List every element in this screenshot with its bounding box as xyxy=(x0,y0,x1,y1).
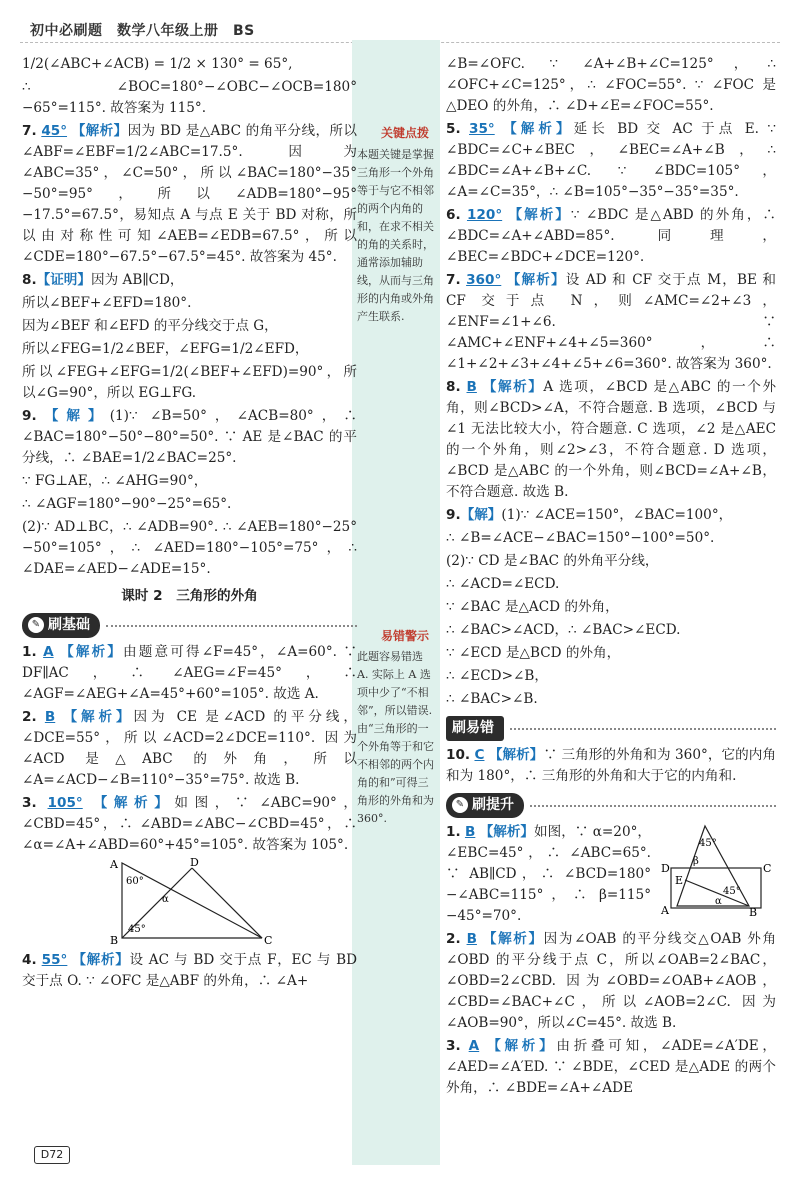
section-badge xyxy=(446,716,504,741)
label-A: A xyxy=(661,904,669,917)
label-E: E xyxy=(675,874,684,887)
text-line: ∴ ∠AGF=180°−90°−25°=65°. xyxy=(22,496,232,512)
dotted-divider xyxy=(106,625,357,627)
text-line: ∴ ∠ACD=∠ECD. xyxy=(446,576,560,592)
question-number: 2. xyxy=(446,931,461,947)
question-2 xyxy=(22,707,357,791)
question-number: 9. xyxy=(446,507,461,523)
solution-text: 如图，∵ ∠ABC=90°，∠CBD=45°，∴ ∠ABD=∠ABC−∠CBD=45°，∴ ∠α=∠A+∠ABD=60°+45°=105°. 故答案为 105°. xyxy=(22,795,357,853)
label: 【解析】 xyxy=(72,952,130,968)
text-line: 1/2(∠ABC+∠ACB) = 1/2 × 130° = 65°, xyxy=(22,56,293,72)
solution-text: 因为 BD 是△ABC 的角平分线，所以∠ABF=∠EBF=1/2∠ABC=17.5°. 因为∠ABC=35°，∠C=50°，所以∠BAC=180°−35°−50°=95°，所以∠ADB=180°−95°−17.5°=67.5°，易知点 A 与点 E 关于 BD 对称，所以由对称性可知∠AEB=∠EDB=67.5°，所以∠CDE=180°−67.5°−67.5°=45°. 故答案为 45°. xyxy=(22,123,357,265)
tip-error-title: 易错警示 xyxy=(380,629,429,643)
solution-text: 因为 CE 是∠ACD 的平分线，∠DCE=55°，所以∠ACD=2∠DCE=110°. 因为∠ACD 是△ABC 的外角，所以∠A=∠ACD−∠B=110°−35°=75°. 故选 B. xyxy=(22,709,358,788)
dotted-divider xyxy=(530,805,776,807)
label: 【解析】 xyxy=(93,795,175,811)
answer: 35° xyxy=(469,121,495,137)
question-4 xyxy=(22,950,357,992)
angle-45: 45° xyxy=(128,924,146,935)
label: 【解析】 xyxy=(508,207,571,223)
section-bar-basic xyxy=(22,613,357,638)
answer: 45° xyxy=(41,123,68,139)
section-bar-error xyxy=(446,716,776,741)
answer: B xyxy=(44,709,56,725)
answer: 120° xyxy=(466,207,503,223)
text-line: (2)∵ CD 是∠BAC 的外角平分线， xyxy=(446,553,659,569)
question-p1-row xyxy=(446,822,776,929)
triangle-figure-1 xyxy=(102,858,282,948)
page-number: D72 xyxy=(34,1146,70,1164)
question-6 xyxy=(446,205,776,268)
text-line: ∴ ∠BAC>∠B. xyxy=(446,691,538,707)
question-number: 4. xyxy=(22,952,37,968)
answer: C xyxy=(474,747,485,763)
label-B: B xyxy=(749,906,758,917)
badge-label: 刷基础 xyxy=(48,617,90,633)
solution-text: ∵ 三角形的外角和为 360°，它的内角和为 180°，∴ 三角形的外角和大于它的内角和. xyxy=(446,747,777,784)
question-number: 8. xyxy=(22,272,37,288)
answer: A xyxy=(43,644,54,660)
label-D: D xyxy=(190,858,199,869)
label: 【解析】 xyxy=(503,121,574,137)
text-line: 所以∠FEG=1/2∠BEF，∠EFG=1/2∠EFD， xyxy=(22,341,309,357)
question-number: 9. xyxy=(22,408,37,424)
question-number: 7. xyxy=(446,272,461,288)
tip-error-text: 此题容易错选 A. 实际上 A 选项中少了“不相邻”，所以错误. 由“三角形的一个外角等于和它不相邻的两个内角的和”可得三角形的外角和为 360°. xyxy=(357,650,434,825)
right-column xyxy=(446,54,776,1101)
angle-alpha: α xyxy=(162,894,169,905)
text-line: ∵ ∠BAC 是△ACD 的外角， xyxy=(446,599,619,615)
solution-text: 因为∠OAB 的平分线交△OAB 外角∠OBD 的平分线于点 C，所以∠OAB=2∠BAC，∠OBD=2∠CBD. 因为∠OBD=∠OAB+∠AOB，∠CBD=∠BAC+∠C，所以∠AOB=2∠C. 因为∠AOB=90°，所以∠C=45°. 故选 B. xyxy=(446,931,777,1031)
text-line: ∵ FG⊥AE，∴ ∠AHG=90°， xyxy=(22,473,208,489)
label: 【解】 xyxy=(36,408,110,424)
tip-key-title: 关键点拨 xyxy=(380,126,429,140)
question-7 xyxy=(22,121,357,268)
text-line: ∴ ∠BOC=180°−∠OBC−∠OCB=180°−65°=115°. 故答案为 115°. xyxy=(22,79,357,116)
tip-key-text: 本题关键是掌握三角形一个外角等于与它不相邻的两个内角的和，在求不相关的角的关系时，通常添加辅助线，从而与三角形的内角或外角产生联系. xyxy=(357,148,434,323)
label: 【解析】 xyxy=(488,747,544,763)
label: 【解析】 xyxy=(487,1038,557,1054)
solution-text: 如图，∵ α=20°，∠EBC=45°，∴ ∠ABC=65°. ∵ AB∥CD，∴ ∠BCD=180°−∠ABC=115°，∴ β=115°−45°=70°. xyxy=(446,824,651,924)
question-9 xyxy=(446,505,776,526)
text-line: ∴ ∠B=∠ACE−∠BAC=150°−100°=50°. xyxy=(446,530,715,546)
section-badge xyxy=(22,613,100,638)
solution-text: ∵ ∠BDC 是△ABD 的外角，∴ ∠BDC=∠A+∠ABD=85°. 同理，∠BEC=∠BDC+∠DCE=120°. xyxy=(446,207,777,265)
badge-label: 刷易错 xyxy=(452,720,494,736)
text-line: 因为∠BEF 和∠EFD 的平分线交于点 G， xyxy=(22,318,278,334)
text-line: (1)∵ ∠B=50°，∠ACB=80°，∴ ∠BAC=180°−50°−80°=50°. ∵ AE 是∠BAC 的平分线，∴ ∠BAE=1/2∠BAC=25°. xyxy=(22,408,358,466)
question-number: 10. xyxy=(446,747,471,763)
question-1 xyxy=(22,642,357,705)
answer: 105° xyxy=(47,795,83,811)
question-10 xyxy=(446,745,776,787)
label-C: C xyxy=(264,934,273,947)
answer: A xyxy=(468,1038,480,1054)
dotted-divider xyxy=(510,728,776,730)
solution-text: A 选项，∠BCD 是△ABC 的一个外角，则∠BCD>∠A，不符合题意. B 选项，∠BCD 与∠1 无法比较大小，符合题意. C 选项，∠2 是△AEC 的一个外角，则∠2>∠3，不符合题意. D 选项，∠BCD 是△ABC 的一个外角，则∠BCD=∠A+∠B，不符合题意. 故选 B. xyxy=(446,379,776,500)
label: 【解析】 xyxy=(71,123,128,139)
angle-beta: β xyxy=(693,856,699,867)
text-line: ∠B=∠OFC. ∵ ∠A+∠B+∠C=125°，∴ ∠OFC+∠C=125°，∴ ∠FOC=55°. ∵ ∠FOC 是△DEO 的外角，∴ ∠D+∠E=∠FOC=55°. xyxy=(446,56,776,114)
label-B: B xyxy=(110,934,119,947)
question-p3 xyxy=(446,1036,776,1099)
answer: B xyxy=(466,931,477,947)
question-p2 xyxy=(446,929,776,1034)
badge-label: 刷提升 xyxy=(472,797,514,813)
solution-text: 设 AD 和 CF 交于点 M，BE 和 CF 交于点 N，则∠AMC=∠2+∠3，∠ENF=∠1+∠6. ∵ ∠AMC+∠ENF+∠4+∠5=360°，∴ ∠1+∠2+∠3+∠4+∠5+∠6=360°. 故答案为 360°. xyxy=(446,272,777,372)
label: 【解析】 xyxy=(482,931,544,947)
label: 【解析】 xyxy=(60,644,124,660)
question-8 xyxy=(22,270,357,291)
question-3 xyxy=(22,793,357,856)
angle-60: 60° xyxy=(126,876,144,887)
answer: B xyxy=(464,824,476,840)
text-line: 因为 AB∥CD， xyxy=(91,272,184,288)
question-8 xyxy=(446,377,776,503)
lesson-title: 课时 2 三角形的外角 xyxy=(121,588,258,604)
label-C: C xyxy=(763,862,772,875)
text-line: ∴ ∠BAC>∠ACD，∴ ∠BAC>∠ECD. xyxy=(446,622,681,638)
answer: 360° xyxy=(466,272,502,288)
pencil-icon: ✎ xyxy=(28,617,44,633)
text-line: 所以∠BEF+∠EFD=180°. xyxy=(22,295,192,311)
label-A: A xyxy=(110,858,118,871)
triangle-figure-2 xyxy=(657,822,772,917)
label: 【解析】 xyxy=(506,272,566,288)
solution-text: 延长 BD 交 AC 于点 E. ∵ ∠BDC=∠C+∠BEC，∠BEC=∠A+∠B，∴ ∠BDC=∠A+∠B+∠C. ∵ ∠BDC=105°，∠A=∠C=35°，∴ ∠B=105°−35°−35°=35°. xyxy=(446,121,776,200)
label: 【解析】 xyxy=(63,709,134,725)
header-title: 初中必刷题 数学八年级上册 BS xyxy=(30,23,255,39)
section-bar-advance xyxy=(446,793,776,818)
section-badge xyxy=(446,793,524,818)
label: 【解】 xyxy=(460,507,502,523)
angle-alpha: α xyxy=(715,896,722,907)
question-number: 3. xyxy=(22,795,37,811)
question-number: 1. xyxy=(446,824,461,840)
label: 【解析】 xyxy=(482,379,544,395)
text-line: ∵ ∠ECD 是△BCD 的外角， xyxy=(446,645,621,661)
question-p1 xyxy=(446,822,651,927)
question-number: 5. xyxy=(446,121,461,137)
label: 【解析】 xyxy=(479,824,535,840)
answer: 55° xyxy=(41,952,68,968)
answer: B xyxy=(466,379,477,395)
question-7 xyxy=(446,270,776,375)
question-9 xyxy=(22,406,357,469)
label-D: D xyxy=(661,862,670,875)
question-number: 1. xyxy=(22,644,37,660)
question-number: 7. xyxy=(22,123,37,139)
question-number: 2. xyxy=(22,709,37,725)
solution-text: 由题意可得∠F=45°，∠A=60°. ∵ DF∥AC，∴ ∠AEG=∠F=45°，∴ ∠AGF=∠AEG+∠A=45°+60°=105°. 故选 A. xyxy=(22,644,357,702)
question-5 xyxy=(446,119,776,203)
left-column xyxy=(22,54,357,994)
question-number: 3. xyxy=(446,1038,461,1054)
angle-45-bottom: 45° xyxy=(723,886,741,897)
text-line: 所以∠FEG+∠EFG=1/2(∠BEF+∠EFD)=90°，所以∠G=90°，所以 EG⊥FG. xyxy=(22,364,357,401)
question-number: 6. xyxy=(446,207,461,223)
text-line: (2)∵ AD⊥BC，∴ ∠ADB=90°. ∴ ∠AEB=180°−25°−50°=105°，∴ ∠AED=180°−105°=75°，∴ ∠DAE=∠AED−∠ADE=15°. xyxy=(22,519,357,577)
solution-text: 设 AC 与 BD 交于点 F，EC 与 BD 交于点 O. ∵ ∠OFC 是△ABF 的外角，∴ ∠A+ xyxy=(22,952,358,989)
text-line: ∴ ∠ECD>∠B， xyxy=(446,668,548,684)
text-line: (1)∵ ∠ACE=150°，∠BAC=100°， xyxy=(501,507,733,523)
question-number: 8. xyxy=(446,379,461,395)
solution-text: 由折叠可知，∠ADE=∠A′DE，∠AED=∠A′ED. ∵ ∠BDE，∠CED 是△ADE 的两个外角，∴ ∠BDE=∠A+∠ADE xyxy=(446,1038,777,1096)
label: 【证明】 xyxy=(36,272,91,288)
pencil-icon: ✎ xyxy=(452,797,468,813)
angle-45-top: 45° xyxy=(699,838,717,849)
